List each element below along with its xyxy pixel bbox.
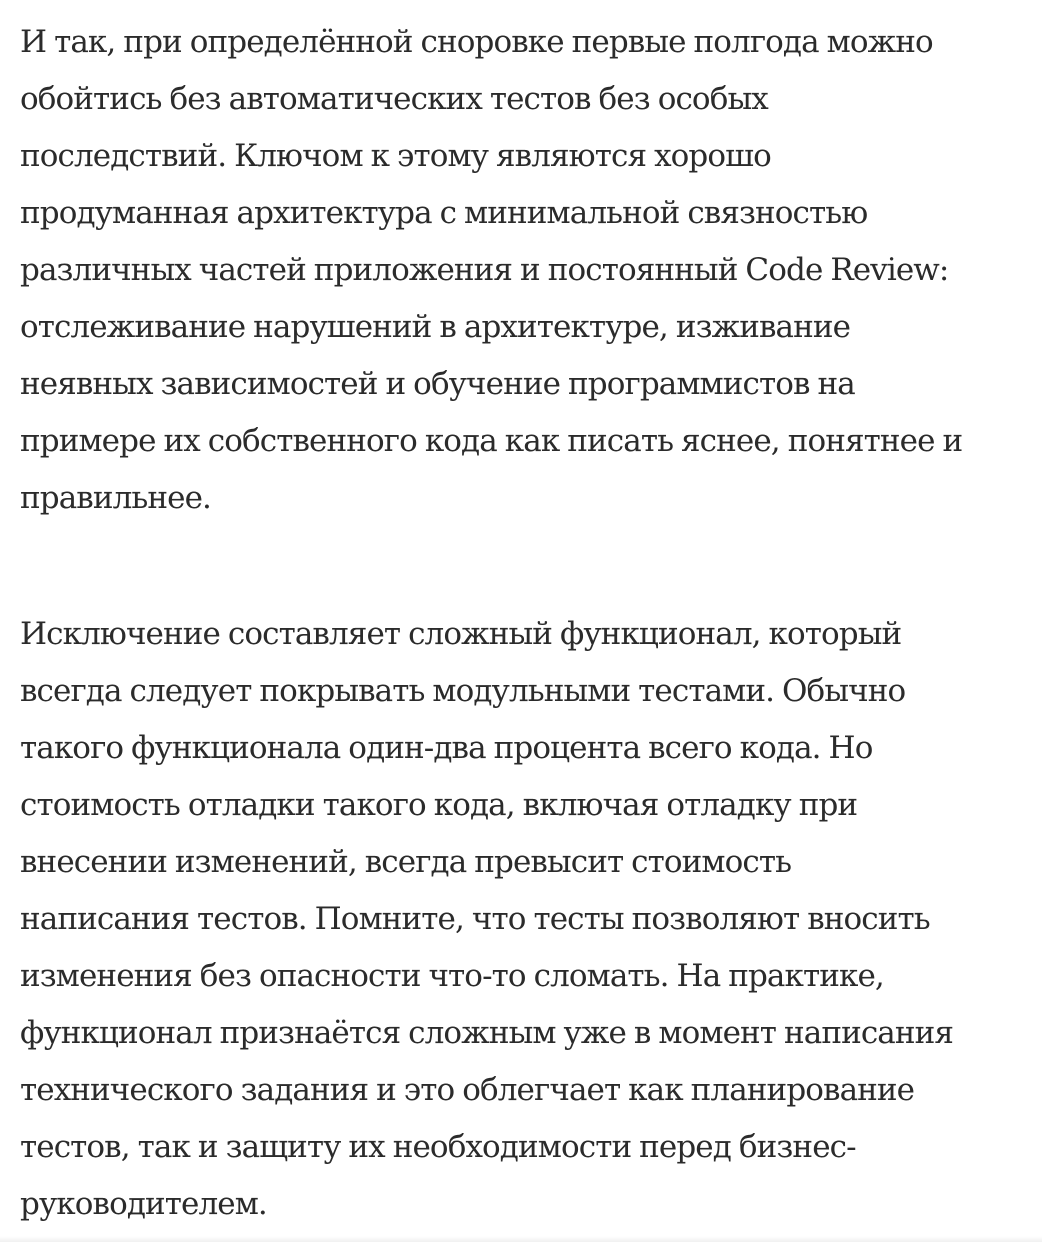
text-line: написания тестов. Помните, что тесты позволяют вносить	[20, 901, 930, 937]
text-line: всегда следует покрывать модульными тестами. Обычно	[20, 673, 906, 709]
text-line: руководителем.	[20, 1186, 267, 1222]
text-line: различных частей приложения и постоянный Code Review:	[20, 252, 949, 288]
text-line: неявных зависимостей и обучение программистов на	[20, 366, 855, 402]
text-line: внесении изменений, всегда превысит стоимость	[20, 844, 792, 880]
article-body	[20, 14, 1032, 1233]
text-line: отслеживание нарушений в архитектуре, изживание	[20, 309, 851, 345]
text-line: И так, при определённой сноровке первые полгода можно	[20, 24, 933, 60]
text-line: технического задания и это облегчает как планирование	[20, 1072, 915, 1108]
text-line: изменения без опасности что-то сломать. На практике,	[20, 958, 884, 994]
text-line: тестов, так и защиту их необходимости перед бизнес-	[20, 1129, 856, 1165]
text-line: продуманная архитектура с минимальной связностью	[20, 195, 868, 231]
text-line: обойтись без автоматических тестов без особых	[20, 81, 768, 117]
text-line: последствий. Ключом к этому являются хорошо	[20, 138, 771, 174]
text-line: стоимость отладки такого кода, включая отладку при	[20, 787, 858, 823]
paragraph-spacer	[20, 527, 1032, 606]
text-line: Исключение составляет сложный функционал, который	[20, 616, 902, 652]
bottom-edge-shadow	[0, 1236, 1042, 1242]
text-line: функционал признаётся сложным уже в момент написания	[20, 1015, 954, 1051]
paragraph-2	[20, 606, 1032, 1233]
text-line: примере их собственного кода как писать яснее, понятнее и	[20, 423, 963, 459]
paragraph-1	[20, 14, 1032, 527]
text-line: такого функционала один-два процента всего кода. Но	[20, 730, 873, 766]
text-line: правильнее.	[20, 480, 211, 516]
